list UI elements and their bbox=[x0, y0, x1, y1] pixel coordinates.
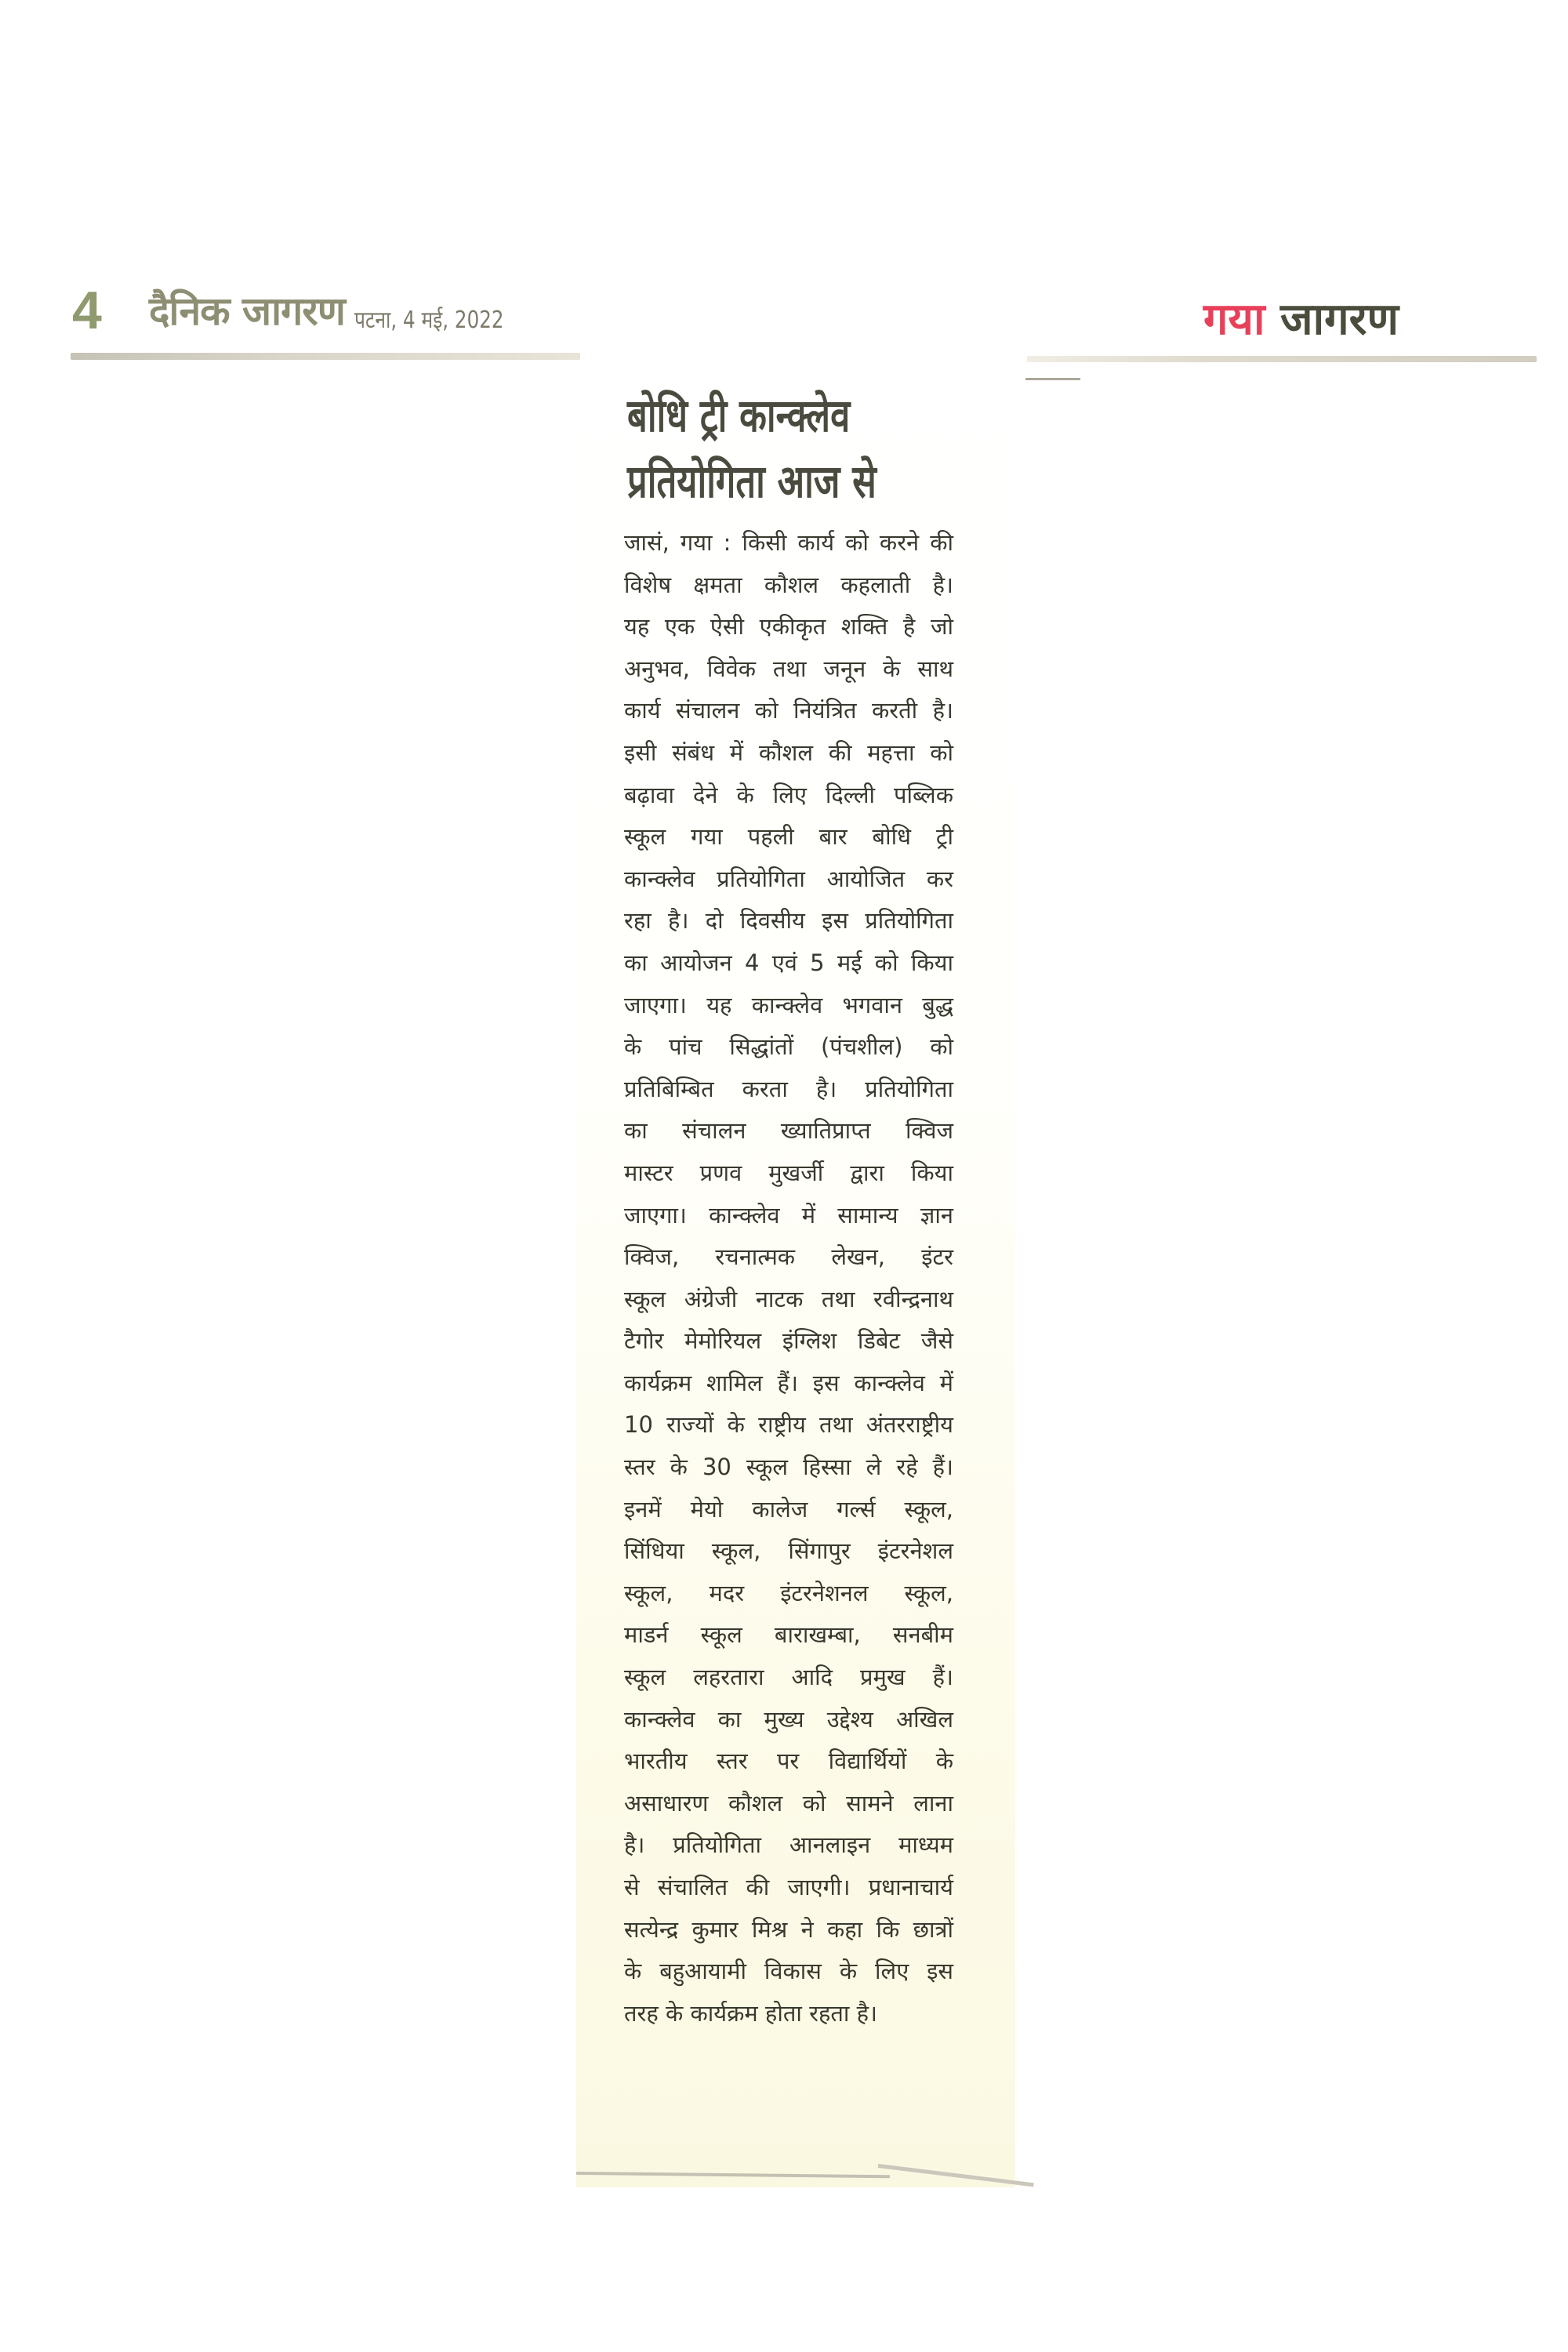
body-line: के बहुआयामी विकास के लिए इस bbox=[624, 1958, 953, 1985]
header-rule-tick bbox=[1025, 378, 1080, 380]
body-line: है। प्रतियोगिता आनलाइन माध्यम bbox=[624, 1831, 953, 1859]
body-line: सिंधिया स्कूल, सिंगापुर इंटरनेशल bbox=[624, 1537, 953, 1565]
body-line: विशेष क्षमता कौशल कहलाती है। bbox=[624, 571, 953, 598]
body-line: 10 राज्यों के राष्ट्रीय तथा अंतरराष्ट्रीय bbox=[624, 1411, 953, 1439]
body-line: असाधारण कौशल को सामने लाना bbox=[624, 1789, 953, 1817]
newspaper-masthead: दैनिक जागरण bbox=[149, 289, 345, 334]
body-line: स्कूल अंग्रेजी नाटक तथा रवीन्द्रनाथ bbox=[624, 1285, 953, 1312]
body-line: से संचालित की जाएगी। प्रधानाचार्य bbox=[624, 1874, 953, 1900]
body-line: के पांच सिद्धांतों (पंचशील) को bbox=[624, 1033, 953, 1061]
body-line: सत्येन्द्र कुमार मिश्र ने कहा कि छात्रों bbox=[624, 1915, 953, 1943]
header-rule-right bbox=[1027, 356, 1537, 362]
edition-city: गया bbox=[1203, 294, 1265, 345]
body-line: टैगोर मेमोरियल इंग्लिश डिबेट जैसे bbox=[624, 1327, 953, 1355]
body-line: स्कूल लहरतारा आदि प्रमुख हैं। bbox=[624, 1664, 953, 1691]
body-line: कान्क्लेव का मुख्य उद्देश्य अखिल bbox=[624, 1705, 953, 1733]
body-line: क्विज, रचनात्मक लेखन, इंटर bbox=[624, 1243, 953, 1271]
body-line: जाएगा। यह कान्क्लेव भगवान बुद्ध bbox=[624, 991, 953, 1018]
body-line: जाएगा। कान्क्लेव में सामान्य ज्ञान bbox=[624, 1201, 953, 1229]
body-line: यह एक ऐसी एकीकृत शक्ति है जो bbox=[624, 613, 953, 641]
body-line: प्रतिबिम्बित करता है। प्रतियोगिता bbox=[624, 1075, 953, 1102]
headline-line: बोधि ट्री कान्क्लेव bbox=[627, 389, 851, 442]
body-line: कार्यक्रम शामिल हैं। इस कान्क्लेव में bbox=[624, 1369, 953, 1396]
body-line: का आयोजन 4 एवं 5 मई को किया bbox=[624, 949, 953, 976]
body-line: भारतीय स्तर पर विद्यार्थियों के bbox=[624, 1748, 953, 1775]
body-line: इनमें मेयो कालेज गर्ल्स स्कूल, bbox=[624, 1495, 953, 1523]
body-line: बढ़ावा देने के लिए दिल्ली पब्लिक bbox=[624, 781, 953, 808]
article-body bbox=[624, 522, 953, 2034]
header-rule-left bbox=[71, 353, 580, 360]
body-line: स्कूल, मदर इंटरनेशनल स्कूल, bbox=[624, 1579, 953, 1606]
headline-line: प्रतियोगिता आज से bbox=[627, 455, 877, 508]
body-line: स्तर के 30 स्कूल हिस्सा ले रहे हैं। bbox=[624, 1454, 953, 1481]
dateline bbox=[354, 309, 504, 332]
page-number: 4 bbox=[72, 281, 102, 340]
body-line: माडर्न स्कूल बाराखम्बा, सनबीम bbox=[624, 1621, 953, 1649]
article-headline bbox=[627, 383, 896, 514]
edition-title bbox=[1203, 294, 1399, 345]
body-line: जासं, गया : किसी कार्य को करने की bbox=[624, 529, 953, 556]
dateline-text: पटना, 4 मई, 2022 bbox=[354, 307, 504, 334]
body-line: इसी संबंध में कौशल की महत्ता को bbox=[624, 739, 953, 766]
body-line: तरह के कार्यक्रम होता रहता है। bbox=[624, 1999, 878, 2027]
body-line: कान्क्लेव प्रतियोगिता आयोजित कर bbox=[624, 865, 953, 892]
body-line: अनुभव, विवेक तथा जनून के साथ bbox=[624, 655, 953, 682]
body-line: कार्य संचालन को नियंत्रित करती है। bbox=[624, 697, 953, 724]
body-line: का संचालन ख्यातिप्राप्त क्विज bbox=[624, 1117, 953, 1145]
edition-brand: जागरण bbox=[1280, 294, 1399, 345]
body-line: स्कूल गया पहली बार बोधि ट्री bbox=[624, 823, 953, 851]
body-line: रहा है। दो दिवसीय इस प्रतियोगिता bbox=[624, 907, 953, 935]
body-line: मास्टर प्रणव मुखर्जी द्वारा किया bbox=[624, 1159, 953, 1186]
